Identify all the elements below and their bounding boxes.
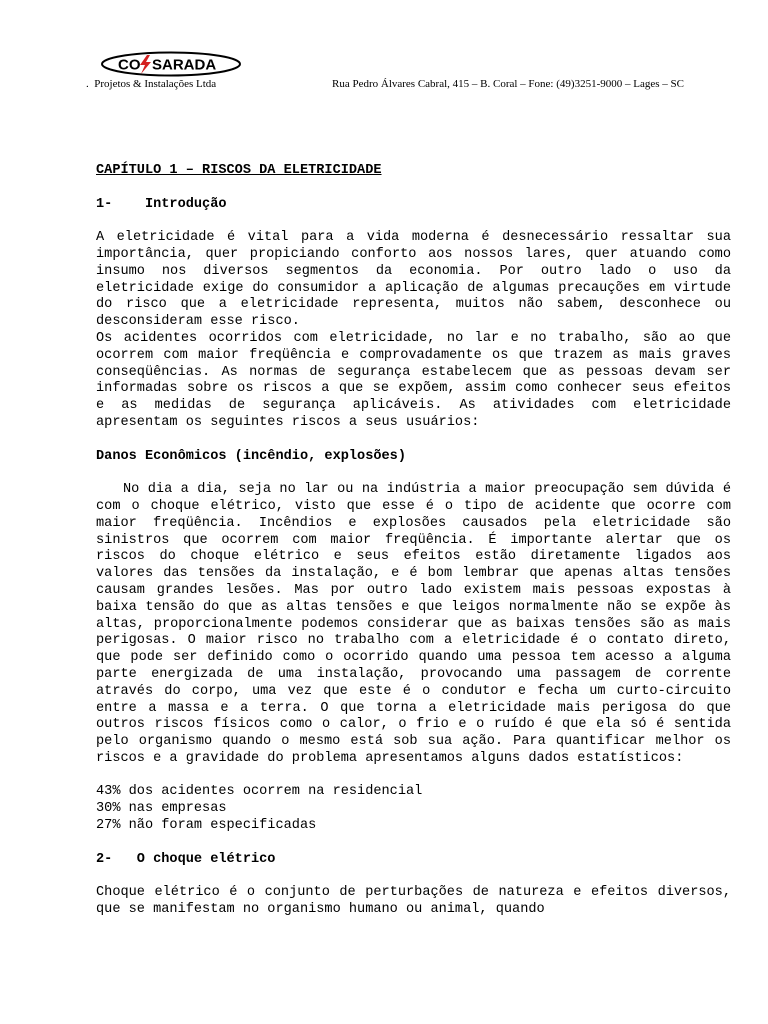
chapter-title: CAPÍTULO 1 – RISCOS DA ELETRICIDADE — [96, 163, 382, 178]
danos-paragraph: No dia a dia, seja no lar ou na indústria a maior preocupação sem dúvida é com o choque elétrico, visto que esse é o tipo de acidente que ocorre com maior freqüência. Incêndios e explosões causados pela eletricidade são sinistros que ocorrem com maior freqüência. É importante alertar que os riscos do choque elétrico e seus efeitos estão diretamente ligados aos valores das tensões da instalação, e é bom lembrar que apenas altas tensões causam grandes lesões. Mas por outro lado existem mais pessoas expostas à baixa tensão do que as altas tensões e que leigos normalmente não se expõe às altas, proporcionalmente podemos considerar que as baixas tensões são as mais perigosas. O maior risco no trabalho com a eletricidade é o contato direto, que pode ser definido como o ocorrido quando uma pessoa tem acesso a alguma parte energizada de uma instalação, provocando uma passagem de corrente através do corpo, uma vez que este é o condutor e fecha um curto-circuito entre a massa e a terra. O que torna a eletricidade mais perigosa do que outros riscos físicos como o calor, o frio e o ruído é que ela só é sentida pelo organismo quando o mesmo está sob sua ação. Para quantificar melhor os riscos e a gravidade do problema apresentamos alguns dados estatísticos: — [96, 482, 731, 766]
choque-paragraph: Choque elétrico é o conjunto de perturbações de natureza e efeitos diversos, que se manifestam no organismo humano ou animal, quando — [96, 885, 731, 918]
intro-paragraph-2: Os acidentes ocorridos com eletricidade, no lar e no trabalho, são ao que ocorrem com maior freqüência e comprovadamente os que trazem as mais graves conseqüências. As normas de segurança estabelecem que as pessoas devam ser informadas sobre os riscos a que se expõem, assim como conhecer seus efeitos e as medidas de segurança aplicáveis. As atividades com eletricidade apresentam os seguintes riscos a seus usuários: — [96, 330, 731, 430]
lightning-bolt-icon — [140, 55, 151, 74]
statistics-list — [96, 784, 731, 834]
stat-item: 30% nas empresas — [96, 801, 227, 817]
stat-item: 43% dos acidentes ocorrem na residencial — [96, 784, 423, 800]
stat-item: 27% não foram especificadas — [96, 818, 317, 834]
company-logo — [100, 51, 242, 77]
logo-ellipse-icon — [100, 51, 242, 77]
company-name: . Projetos & Instalações Ltda — [86, 78, 217, 90]
svg-text:CO: CO — [118, 56, 141, 74]
danos-title: Danos Econômicos (incêndio, explosões) — [96, 448, 406, 464]
svg-text:SARADA: SARADA — [152, 56, 217, 74]
section-1-title: 1- Introdução — [96, 196, 227, 212]
intro-paragraph-1: A eletricidade é vital para a vida moderna é desnecessário ressaltar sua importância, quer propiciando conforto aos nossos lares, quer atuando como insumo nos diversos segmentos da economia. Por outro lado o uso da eletricidade exige do consumidor a aplicação de algumas precauções em virtude do risco que a eletricidade representa, muitos não sabem, desconhece ou desconsideram esse risco. — [96, 230, 731, 330]
section-2-title: 2- O choque elétrico — [96, 851, 276, 867]
document-body — [96, 163, 731, 919]
company-address: Rua Pedro Álvares Cabral, 415 – B. Coral – Fone: (49)3251-9000 – Lages – SC — [332, 78, 684, 90]
